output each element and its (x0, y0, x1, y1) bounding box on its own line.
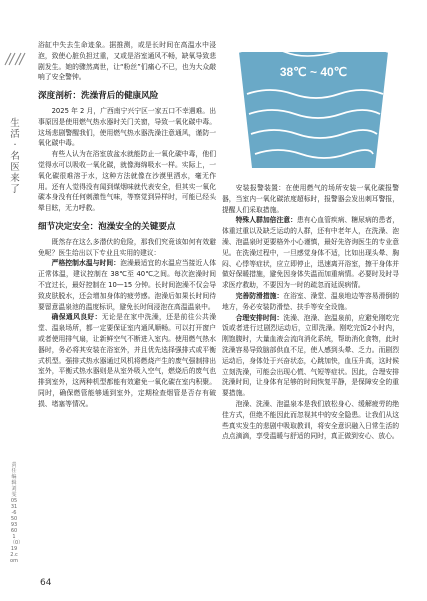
left-column (38, 40, 216, 410)
paragraph: 有些人认为在浴室放盆水就能防止一氧化碳中毒，他们觉得水可以吸收一氧化碳，就像海绵吸水一样。实际上，一氧化碳很难溶于水，这种方法就像在沙漠里洒水，毫无作用。还有人觉得没有闻到煤烟味就代表安全，但其实一氧化碳本身没有任何刺激性气味，等察觉到异样时，可能已经头晕目眩，无力呼救。 (38, 150, 216, 213)
tip-title: 合理安排时间： (235, 313, 284, 322)
tip-body: 在浴室、澡堂、温泉地边等容易滑倒的地方，务必安装防滑垫、扶手等安全设施。 (222, 291, 400, 311)
tip-body: 泡澡最适宜的水温应当接近人体正常体温，建议控制在 38℃至 40℃之间。每次泡澡时间不宜过长，最好控制在 10—15 分钟。长时间泡澡不仅会导致皮肤脱水，还会增加身体的疲劳感。泡澡后如果长时间待要留意温泉池的温度标识，避免长时间浸泡在高温温泉中。 (38, 259, 217, 311)
tip-ventilation (38, 312, 216, 409)
intro-paragraph: 浴缸中失去生命迹象。据推测，或是长时间在高温水中浸泡，致使心脏负担过重，又或是浴室通风不畅，缺氧导致悲剧发生。她的骤然离世，让“粉丝”们痛心不已，也为大众敲响了安全警钟。 (38, 41, 216, 82)
tip-timing (222, 313, 399, 399)
tip-antislip (222, 291, 399, 313)
tip-body: 洗澡、泡澡、泡温泉前，应避免刚吃完饭或者进行过剧烈运动后，立即洗澡。刚吃完饭2小时内，刚饱腹时，大量血液会流向消化系统，帮助消化食物，此时洗澡容易导致脑部供血不足，使人感到头晕、乏力。而剧烈运动后，身体处于兴奋状态，心跳加快，血压升高，这时候立刻洗澡，可能会出现心慌、气短等症状。因此，合理安排洗澡时间，让身体有足够的时间恢复平静，是保障安全的重要措施。 (222, 313, 400, 398)
tip-title: 特殊人群加倍注意： (235, 216, 297, 225)
tip-body: 患有心血管疾病、糖尿病的患者，体重过重以及缺乏运动的人群，还有中老年人，在洗澡、泡澡、泡温泉时更要格外小心谨慎，最好先咨询医生的专业意见。在洗澡过程中，一旦感觉身体不适，比如出现头晕、胸闷、心悸等症状，应立即停止，迅速离开浴室，擦干身体并做好保暖措施，避免因身体失温而加重病情。必要时及时寻求医疗救助，不要因为一时的疏忽而延误病情。 (222, 216, 400, 290)
paragraph: 既然存在这么多潜伏的危险，那我们究竟该如何有效避免呢？医生给出以下专业且实用的建议： (38, 237, 216, 257)
tip-title: 严格控制水温与时间： (51, 259, 121, 268)
tip-body: 无论是在家中洗澡，还是前往公共澡堂、温泉场所，都一定要保证室内通风顺畅。可以打开窗户或者使用排气扇，让新鲜空气不断进入室内。使用燃气热水器时，务必将其安装在浴室外，并且优先选择强排式或平衡式机型。强排式热水器通过风机将燃烧产生的废气强制排出室外，平衡式热水器则是从室外吸入空气，燃烧后的废气也排到室外，这两种机型都能有效避免一氧化碳在室内积聚。同时，确保燃管能够通到室外，定期检查烟管是否存有破损、堵塞等情况。 (38, 313, 217, 408)
page-number: 64 (40, 578, 52, 588)
tip-temperature (38, 258, 216, 312)
tip-title: 确保通风良好： (51, 313, 102, 322)
paragraph: 2025 年 2 月，广西南宁兴宁区一家五口不幸遇难。出事原因是使用燃气热水器时关门关窗，导致一氧化碳中毒。这场悲剧警醒我们，使用燃气热水器洗澡注意通风，谨防一氧化碳中毒。 (38, 106, 216, 148)
section-label: 生活·名医来了 (10, 118, 20, 195)
editor-info: 责任编辑 刘雯 0531-65093601（0）192.com (10, 462, 24, 564)
closing-paragraph: 泡澡、洗澡、泡温泉本是我们放松身心、缓解疲劳的绝佳方式，但绝不能因此而忽视其中的安全隐患。让我们从这些真实发生的悲剧中吸取教训，将安全意识融入日常生活的点点滴滴，享受温暖与舒适的同时，真正做到安心、放心。 (222, 399, 399, 441)
section-heading-safety: 细节决定安全：泡澡安全的关键要点 (38, 221, 176, 232)
tip-special-groups (222, 215, 399, 291)
section-heading-risks: 深度剖析：洗澡背后的健康风险 (38, 91, 159, 102)
tip-title: 完善防滑措施： (235, 291, 284, 300)
paragraph: 安装报警装置：在使用燃气的场所安装一氧化碳报警器，当室内一氧化碳浓度超标时，报警器会发出刺耳警报，提醒人们采取措施。 (222, 184, 399, 214)
right-column (222, 183, 399, 442)
quote-mark-decoration (4, 52, 26, 66)
temperature-label: 38℃ ~ 40℃ (279, 65, 348, 79)
bath-illustration (225, 42, 402, 177)
